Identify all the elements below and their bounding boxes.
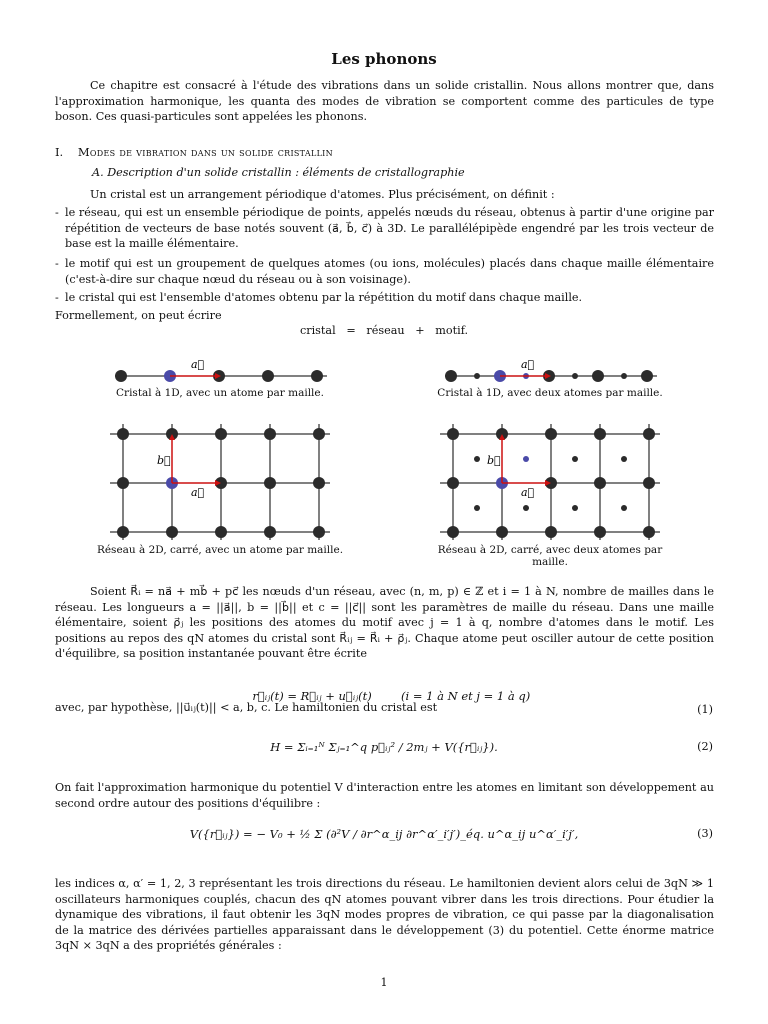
atom <box>117 477 129 489</box>
atom <box>117 526 129 538</box>
atom <box>215 428 227 440</box>
atom <box>264 477 276 489</box>
small-atom <box>523 505 529 511</box>
label-a: a⃗ <box>521 486 535 499</box>
atom <box>215 526 227 538</box>
bullet-dash: - <box>55 206 59 219</box>
figure-2-caption: Cristal à 1D, avec deux atomes par maille. <box>437 387 663 399</box>
equation-3-body: V({r⃗ᵢⱼ}) = − V₀ + ½ Σ (∂²V / ∂r^α_ij ∂r^α′_i′j′)_éq. u^α_ij u^α′_i′j′, <box>189 827 579 841</box>
atom <box>313 477 325 489</box>
atom <box>447 477 459 489</box>
intro-paragraph: Ce chapitre est consacré à l'étude des vibrations dans un solide cristallin. Nous allons montrer que, dans l'approximation harmonique, les quanta des modes de vibration se comportent comme des particules de type boson. Ces quasi-particules sont appelées les phonons. <box>55 79 714 123</box>
small-atom <box>621 505 627 511</box>
figure-2d-two-atoms <box>435 422 665 542</box>
label-b: b⃗ <box>157 454 171 467</box>
atom <box>447 428 459 440</box>
section-heading <box>55 145 333 159</box>
atom <box>166 526 178 538</box>
small-atom <box>621 373 627 379</box>
atom <box>447 526 459 538</box>
subsection-heading: A. Description d'un solide cristallin : éléments de cristallographie <box>92 166 465 179</box>
bullet-reseau <box>55 205 714 252</box>
formal-line: Formellement, on peut écrire <box>55 309 222 322</box>
atom <box>643 428 655 440</box>
equation-3-number: (3) <box>697 827 713 840</box>
atom <box>496 526 508 538</box>
atom <box>643 526 655 538</box>
small-atom-origin <box>523 456 529 462</box>
small-atom <box>621 456 627 462</box>
equation-1-body: r⃗ᵢⱼ(t) = R⃗ᵢⱼ + u⃗ᵢⱼ(t) (i = 1 à N et j = 1 à q) <box>252 689 531 703</box>
hypothesis-line: avec, par hypothèse, ||u⃗ᵢⱼ(t)|| < a, b, c. Le hamiltonien du cristal est <box>55 701 438 714</box>
label-a: a⃗ <box>521 358 535 371</box>
atom <box>594 477 606 489</box>
section-number: I. <box>55 145 64 159</box>
small-atom <box>474 505 480 511</box>
figure-1d-one-atom <box>105 358 335 388</box>
atom <box>264 526 276 538</box>
atom <box>313 428 325 440</box>
label-b: b⃗ <box>487 454 501 467</box>
atom <box>313 526 325 538</box>
atom <box>594 428 606 440</box>
bullet-dash: - <box>55 257 59 270</box>
page-title: Les phonons <box>331 50 437 68</box>
atom <box>594 526 606 538</box>
atom <box>264 428 276 440</box>
atom <box>545 526 557 538</box>
atom <box>445 370 457 382</box>
figure-1d-two-atoms <box>435 358 665 388</box>
bullet-text: le cristal qui est l'ensemble d'atomes obtenu par la répétition du motif dans chaque maille. <box>65 291 583 304</box>
small-atom <box>474 456 480 462</box>
atom <box>592 370 604 382</box>
equation-3 <box>0 827 768 841</box>
small-atom <box>474 373 480 379</box>
final-paragraph: les indices α, α′ = 1, 2, 3 représentant les trois directions du réseau. Le hamiltonien devient alors celui de 3qN ≫ 1 oscillateurs harmoniques couplés, chacun des qN atomes pouvant vibrer dans les trois directions. Pour étudier la dynamique des vibrations, il faut obtenir les 3qN modes propres de vibration, ce qui passe par la diagonalisation de la matrice des dérivées partielles apparaissant dans le développement (3) du potentiel. Cette énorme matrice 3qN × 3qN a des propriétés générales : <box>55 877 714 952</box>
atom <box>641 370 653 382</box>
atom <box>117 428 129 440</box>
bullet-cristal <box>55 290 714 306</box>
figure-2d-one-atom <box>105 422 335 542</box>
figure-1-caption: Cristal à 1D, avec un atome par maille. <box>116 387 324 399</box>
bullet-text: le motif qui est un groupement de quelques atomes (ou ions, molécules) placés dans chaque maille élémentaire (c'est-à-dire sur chaque nœud du réseau ou à son voisinage). <box>65 257 714 286</box>
equation-2-number: (2) <box>697 740 713 753</box>
atom <box>115 370 127 382</box>
equation-1-number: (1) <box>697 703 713 716</box>
atom <box>311 370 323 382</box>
bullet-motif <box>55 256 714 287</box>
small-atom <box>572 505 578 511</box>
bullet-dash: - <box>55 291 59 304</box>
equation-2-body: H = Σᵢ₌₁ᴺ Σⱼ₌₁^q p⃗ᵢⱼ² / 2mⱼ + V({r⃗ᵢⱼ}). <box>270 740 498 754</box>
page-number: 1 <box>380 976 388 989</box>
small-atom <box>572 373 578 379</box>
label-a: a⃗ <box>191 486 205 499</box>
atom <box>545 428 557 440</box>
nodes-paragraph: Soient R⃗ᵢ = na⃗ + mb⃗ + pc⃗ les nœuds d'un réseau, avec (n, m, p) ∈ ℤ et i = 1 à N, nombre de mailles dans le réseau. Les longueurs a = ||a⃗||, b = ||b⃗|| et c = ||c⃗|| sont les paramètres de maille du réseau. Dans une maille élémentaire, soient ρ⃗ⱼ les positions des atomes du motif avec j = 1 à q, nombre d'atomes dans le motif. Les positions au repos des qN atomes du cristal sont R⃗ᵢⱼ = R⃗ᵢ + ρ⃗ⱼ. Chaque atome peut osciller autour de cette position d'équilibre, sa position instantanée pouvant être écrite <box>55 585 714 660</box>
figure-3-caption: Réseau à 2D, carré, avec un atome par maille. <box>96 544 344 556</box>
figure-4-caption: Réseau à 2D, carré, avec deux atomes par maille. <box>437 544 663 568</box>
definition-intro: Un cristal est un arrangement périodique d'atomes. Plus précisément, on définit : <box>90 188 555 201</box>
harmonic-paragraph: On fait l'approximation harmonique du potentiel V d'interaction entre les atomes en limitant son développement au second ordre autour des positions d'équilibre : <box>55 781 714 810</box>
atom <box>262 370 274 382</box>
section-title: Modes de vibration dans un solide cristallin <box>77 145 333 159</box>
bullet-text: le réseau, qui est un ensemble périodique de points, appelés nœuds du réseau, obtenus à partir d'une origine par répétition de vecteurs de base notés souvent (a⃗, b⃗, c⃗) à 3D. Le parallélépipède engendré par les trois vecteur de base est la maille élémentaire. <box>65 206 714 250</box>
label-a: a⃗ <box>191 358 205 371</box>
small-atom <box>572 456 578 462</box>
atom <box>643 477 655 489</box>
equation-2 <box>0 740 768 754</box>
equation-cristal: cristal = réseau + motif. <box>299 324 469 337</box>
